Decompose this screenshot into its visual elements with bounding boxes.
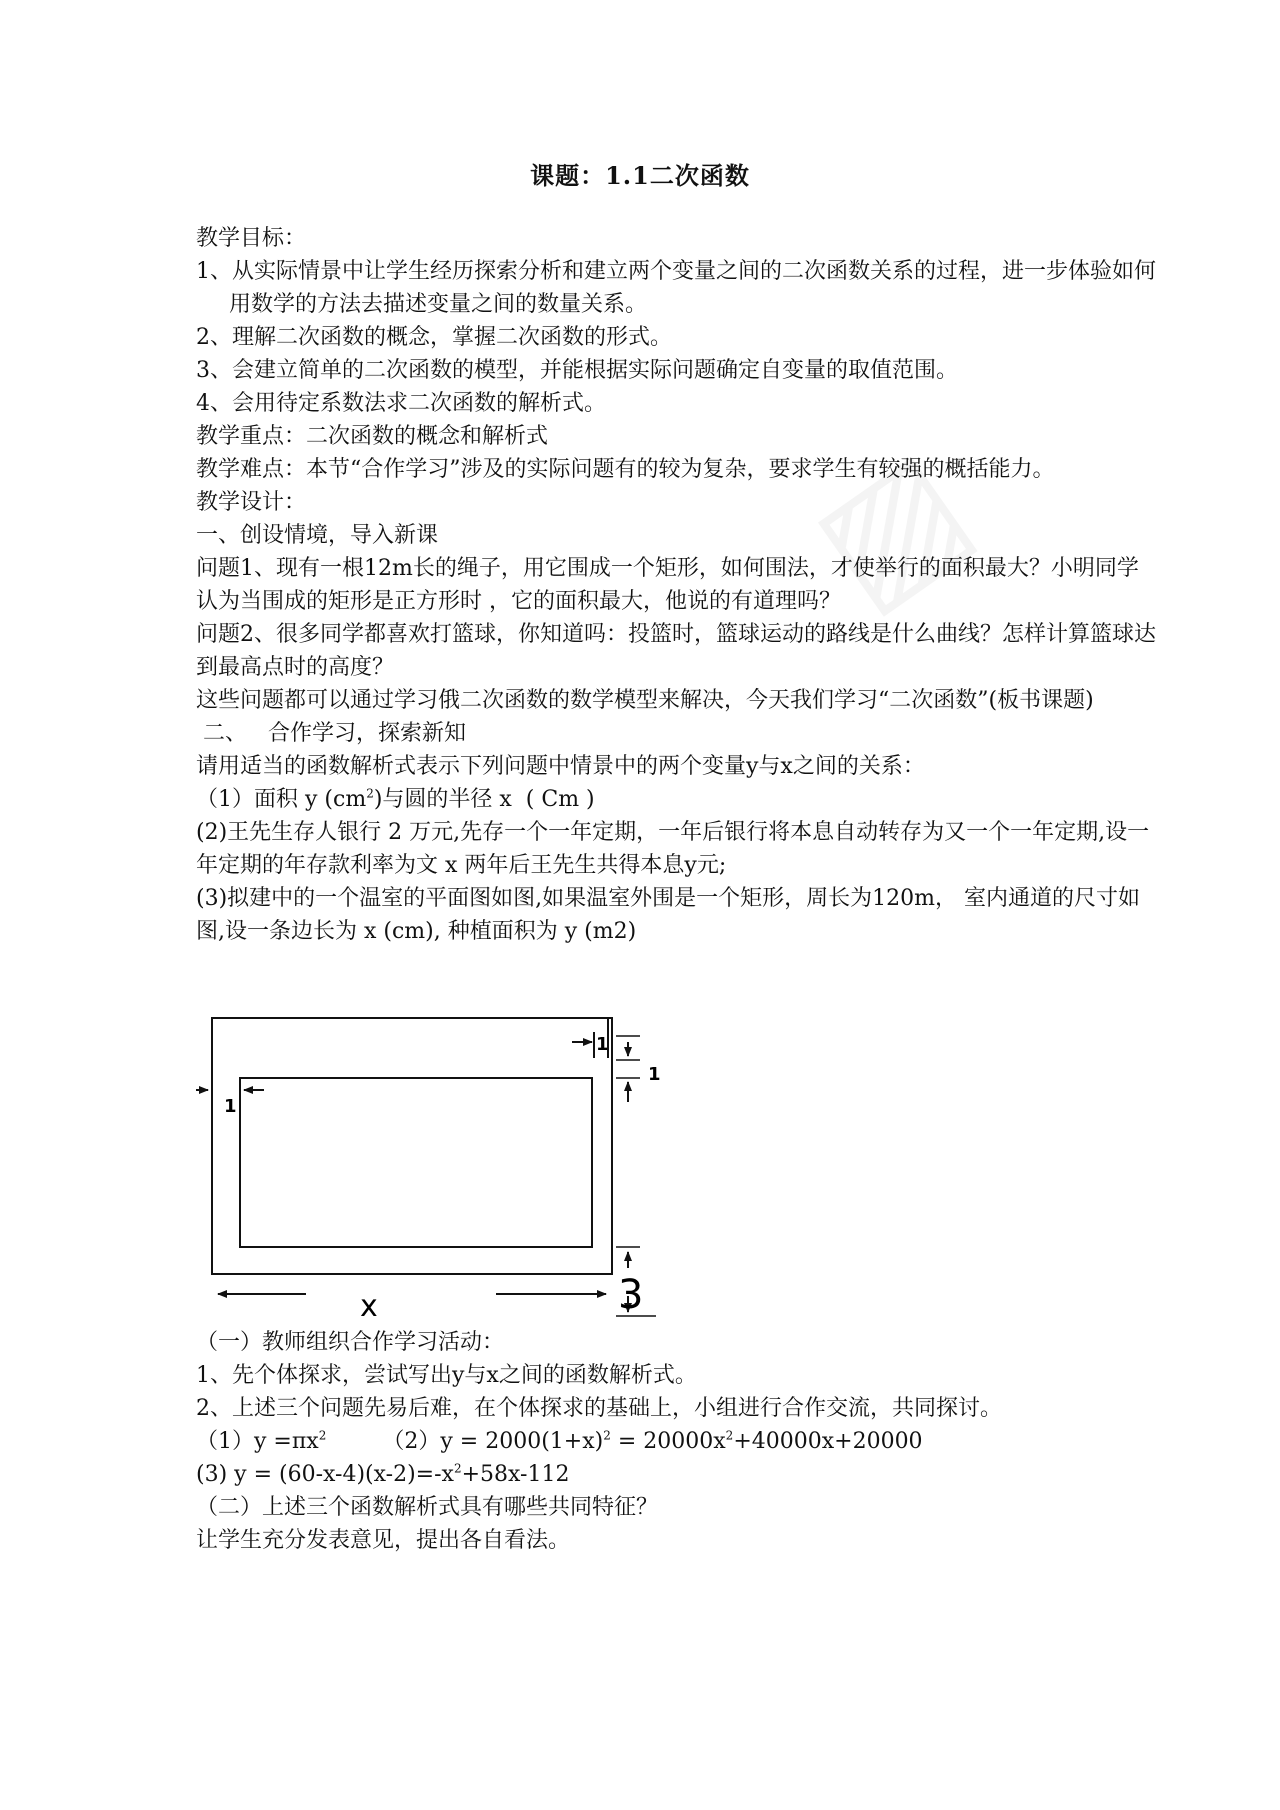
q1-prefix: （1）面积 y (cm <box>196 787 367 812</box>
objectives-heading: 教学目标： <box>196 226 307 251</box>
answer-3-suffix: +58x-112 <box>461 1462 570 1487</box>
q1-sup: 2 <box>366 786 374 801</box>
activity-1: 1、先个体探求，尝试写出y与x之间的函数解析式。 <box>196 1363 697 1388</box>
question-1 <box>196 783 1160 816</box>
activity-2: 2、上述三个问题先易后难，在个体探求的基础上，小组进行合作交流，共同探讨。 <box>196 1396 1002 1421</box>
answer-2-sup2: 2 <box>725 1428 734 1443</box>
closing-text: 让学生充分发表意见，提出各自看法。 <box>196 1528 571 1553</box>
activity-heading: （一）教师组织合作学习活动： <box>196 1330 505 1355</box>
section2-heading: 二、 合作学习，探索新知 <box>196 721 466 746</box>
problem-1: 问题1、现有一根12m长的绳子，用它围成一个矩形，如何围法，才使举行的面积最大？小明同学认为当围成的矩形是正方形时 ，它的面积最大，他说的有道理吗？ <box>196 556 1139 614</box>
answer-1-prefix: （1）y =πx <box>196 1429 319 1454</box>
page-title: 课题：1.1二次函数 <box>530 161 750 190</box>
task-intro: 请用适当的函数解析式表示下列问题中情景中的两个变量y与x之间的关系： <box>196 754 925 779</box>
objective-item: 3、会建立简单的二次函数的模型，并能根据实际问题确定自变量的取值范围。 <box>196 358 958 383</box>
answer-3-sup: 2 <box>453 1461 462 1476</box>
label-x: x <box>360 1289 378 1324</box>
answer-2-suffix: +40000x+20000 <box>733 1429 923 1454</box>
difficulty: 教学难点：本节“合作学习”涉及的实际问题有的较为复杂，要求学生有较强的概括能力。 <box>196 457 1055 482</box>
answers-line-1 <box>196 1425 1160 1458</box>
answer-1-sup: 2 <box>318 1428 327 1443</box>
objective-item: 4、会用待定系数法求二次函数的解析式。 <box>196 391 606 416</box>
answer-2-prefix: （2）y = 2000(1+x) <box>382 1429 604 1454</box>
document-body <box>196 222 1160 1557</box>
intro-text: 这些问题都可以通过学习俄二次函数的数学模型来解决，今天我们学习“二次函数”(板书课题) <box>196 688 1094 713</box>
q1-suffix: )与圆的半径 x ( Cm ) <box>373 787 595 812</box>
label-top-right: 1 <box>596 1034 609 1055</box>
feature-question: （二）上述三个函数解析式具有哪些共同特征？ <box>196 1495 659 1520</box>
answers-line-2 <box>196 1458 1160 1491</box>
label-right: 1 <box>648 1064 661 1085</box>
design-heading: 教学设计： <box>196 490 307 515</box>
outer-rectangle <box>212 1018 612 1274</box>
objective-item: 2、理解二次函数的概念，掌握二次函数的形式。 <box>196 325 672 350</box>
greenhouse-diagram <box>196 966 1160 1326</box>
key-points: 教学重点：二次函数的概念和解析式 <box>196 424 549 449</box>
problem-2: 问题2、很多同学都喜欢打篮球，你知道吗：投篮时，篮球运动的路线是什么曲线？怎样计算篮球达到最高点时的高度？ <box>196 622 1157 680</box>
question-2: (2)王先生存人银行 2 万元,先存一个一年定期，一年后银行将本息自动转存为又一个一年定期,设一年定期的年存款利率为文 x 两年后王先生共得本息y元; <box>196 820 1150 878</box>
label-left: 1 <box>224 1096 237 1117</box>
answer-3-prefix: (3) y = (60-x-4)(x-2)=-x <box>196 1462 454 1487</box>
inner-rectangle <box>240 1078 592 1247</box>
answer-2-mid: = 20000x <box>610 1429 726 1454</box>
greenhouse-svg <box>196 966 1160 1326</box>
section1-heading: 一、创设情境，导入新课 <box>196 523 439 548</box>
question-3: (3)拟建中的一个温室的平面图如图,如果温室外围是一个矩形，周长为120m， 室内通道的尺寸如图,设一条边长为 x (cm), 种植面积为 y (m2) <box>196 886 1141 944</box>
objective-item: 1、从实际情景中让学生经历探索分析和建立两个变量之间的二次函数关系的过程，进一步体验如何用数学的方法去描述变量之间的数量关系。 <box>196 259 1157 317</box>
answer-2-sup: 2 <box>603 1428 611 1443</box>
label-bottom-right: 3 <box>618 1272 644 1318</box>
